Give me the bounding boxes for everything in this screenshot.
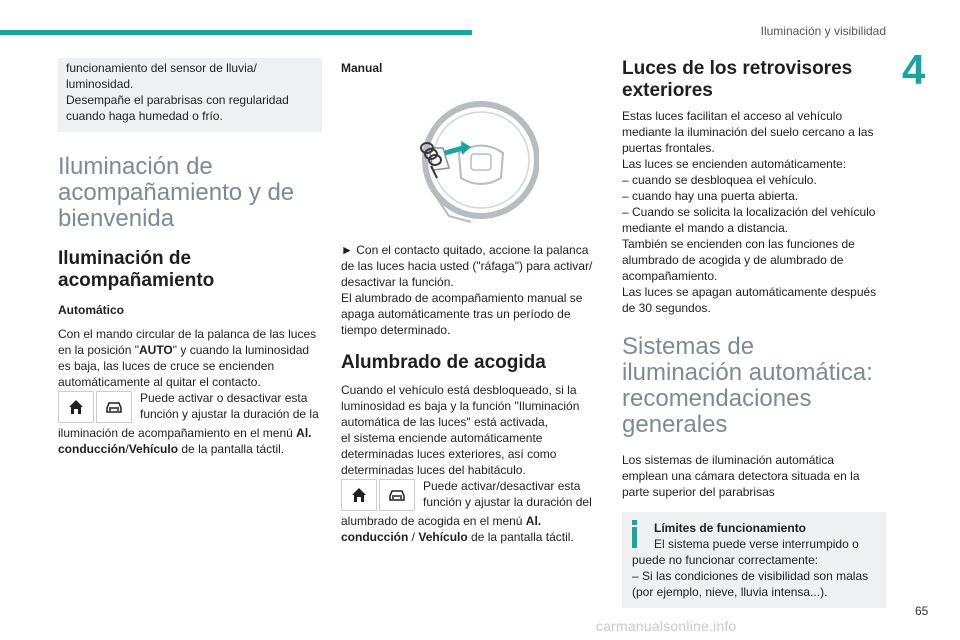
steering-wheel-icon	[409, 98, 539, 228]
heading-line: acompañamiento y de	[58, 179, 295, 206]
heading-alumbrado-acogida: Alumbrado de acogida	[341, 352, 546, 373]
para-line: el sistema enciende automáticamente	[341, 431, 543, 445]
car-icon	[96, 391, 132, 423]
para-line: También se encienden con las funciones de	[622, 237, 855, 251]
chapter-number: 4	[902, 46, 926, 93]
info-title: Límites de funcionamiento	[654, 521, 807, 535]
para-line: alumbrado de acogida y de alumbrado de	[622, 253, 844, 267]
column-1	[58, 58, 322, 457]
heading-line: iluminación automática:	[622, 359, 873, 386]
note-line: Desempañe el parabrisas con regularidad	[66, 93, 289, 107]
heading-line: bienvenida	[58, 205, 175, 232]
heading-luces-retrovisores	[622, 58, 886, 102]
subheading-manual: Manual	[341, 61, 383, 75]
para-line: Los sistemas de iluminación automática	[622, 453, 835, 467]
heading-iluminacion-acompanamiento	[58, 248, 322, 292]
info-icon	[632, 520, 637, 548]
para-line: Las luces se apagan automáticamente después	[622, 285, 877, 299]
note-line: cuando haga humedad o frío.	[66, 109, 223, 123]
page-number: 65	[915, 604, 929, 618]
home-icon	[58, 391, 94, 423]
para-line: El alumbrado de acompañamiento manual se	[341, 291, 583, 305]
heading-line: Luces de los retrovisores	[622, 58, 853, 79]
para-line: Puede activar o desactivar esta	[140, 391, 308, 405]
para-line: determinadas luces exteriores, así como	[341, 447, 557, 461]
para-line: Estas luces facilitan el acceso al vehículo	[622, 109, 843, 123]
heading-acompanamiento-bienvenida	[58, 154, 322, 232]
info-line: – Si las condiciones de visibilidad son malas	[632, 569, 869, 583]
subheading-automatico: Automático	[58, 303, 124, 317]
bullet-icon: ►	[341, 243, 353, 257]
note-line: funcionamiento del sensor de lluvia/	[66, 61, 257, 75]
icon-paragraph	[58, 390, 322, 457]
paragraph-sistemas	[622, 452, 886, 500]
column-2	[341, 58, 605, 545]
para-line: iluminación de acompañamiento en el menú Al.	[58, 426, 312, 440]
para-line: mediante la iluminación del suelo cercano a las	[622, 125, 874, 139]
paragraph-acogida	[341, 382, 605, 478]
menu-icons	[341, 479, 415, 511]
header-accent-bar	[0, 30, 472, 35]
para-line: función y ajustar la duración de la	[140, 407, 319, 421]
para-line: en la posición "AUTO" y cuando la luminosidad	[58, 343, 310, 357]
note-box	[58, 58, 322, 132]
para-line: es baja, las luces de cruce se encienden	[58, 359, 275, 373]
para-line: tiempo determinado.	[341, 323, 451, 337]
note-line: luminosidad.	[66, 77, 134, 91]
info-line: (por ejemplo, nieve, lluvia intensa...).	[632, 585, 828, 599]
heading-line: recomendaciones	[622, 385, 812, 412]
para-line: acompañamiento.	[622, 269, 718, 283]
para-line: Con el mando circular de la palanca de las luces	[58, 327, 317, 341]
para-line: Puede activar/desactivar esta	[423, 479, 581, 493]
paragraph-automatico	[58, 326, 322, 390]
heading-line: acompañamiento	[58, 270, 215, 291]
para-line: parte superior del parabrisas	[622, 485, 775, 499]
home-icon	[341, 479, 377, 511]
heading-line: exteriores	[622, 80, 713, 101]
para-line: emplean una cámara detectora situada en la	[622, 469, 860, 483]
info-line: El sistema puede verse interrumpido o	[654, 537, 859, 551]
para-line: – cuando se desbloquea el vehículo.	[622, 173, 817, 187]
para-line: – Cuando se solicita la localización del vehículo	[622, 205, 876, 219]
info-box	[622, 512, 886, 608]
para-line: alumbrado de acogida en el menú Al.	[341, 514, 542, 528]
para-line: de 30 segundos.	[622, 301, 711, 315]
para-line: conducción / Vehículo de la pantalla táctil.	[341, 530, 574, 544]
para-line: luminosidad es baja y la función "Iluminación	[341, 399, 580, 413]
para-line: mediante el mando a distancia.	[622, 221, 789, 235]
para-line: automáticamente al quitar el contacto.	[58, 375, 261, 389]
para-line: desactivar la función.	[341, 275, 454, 289]
heading-sistemas-iluminacion	[622, 334, 886, 438]
car-icon	[379, 479, 415, 511]
icon-paragraph	[341, 478, 605, 545]
para-line: puertas frontales.	[622, 141, 715, 155]
para-line: apaga automáticamente tras un período de	[341, 307, 571, 321]
info-line: puede no funcionar correctamente:	[632, 553, 819, 567]
para-line: ► Con el contacto quitado, accione la palanca	[341, 243, 589, 257]
para-line: Las luces se encienden automáticamente:	[622, 157, 847, 171]
menu-icons	[58, 391, 132, 423]
watermark: carmanualsonline.info	[596, 618, 737, 634]
para-line: – cuando hay una puerta abierta.	[622, 189, 799, 203]
para-line: Cuando el vehículo está desbloqueado, si la	[341, 383, 577, 397]
para-line: determinadas luces del habitáculo.	[341, 463, 526, 477]
heading-line: Iluminación de	[58, 153, 213, 180]
section-title: Iluminación y visibilidad	[760, 24, 886, 38]
para-line: de las luces hacia usted ("ráfaga") para activar/	[341, 259, 593, 273]
column-3	[622, 58, 886, 608]
para-line: automática de las luces" está activada,	[341, 415, 549, 429]
heading-line: Iluminación de	[58, 248, 192, 269]
para-line: conducción/Vehículo de la pantalla táctil.	[58, 442, 285, 456]
para-line: función y ajustar la duración del	[423, 495, 592, 509]
paragraph-manual	[341, 242, 605, 338]
paragraph-retrovisores	[622, 108, 886, 316]
heading-line: generales	[622, 411, 728, 438]
heading-line: Sistemas de	[622, 333, 755, 360]
